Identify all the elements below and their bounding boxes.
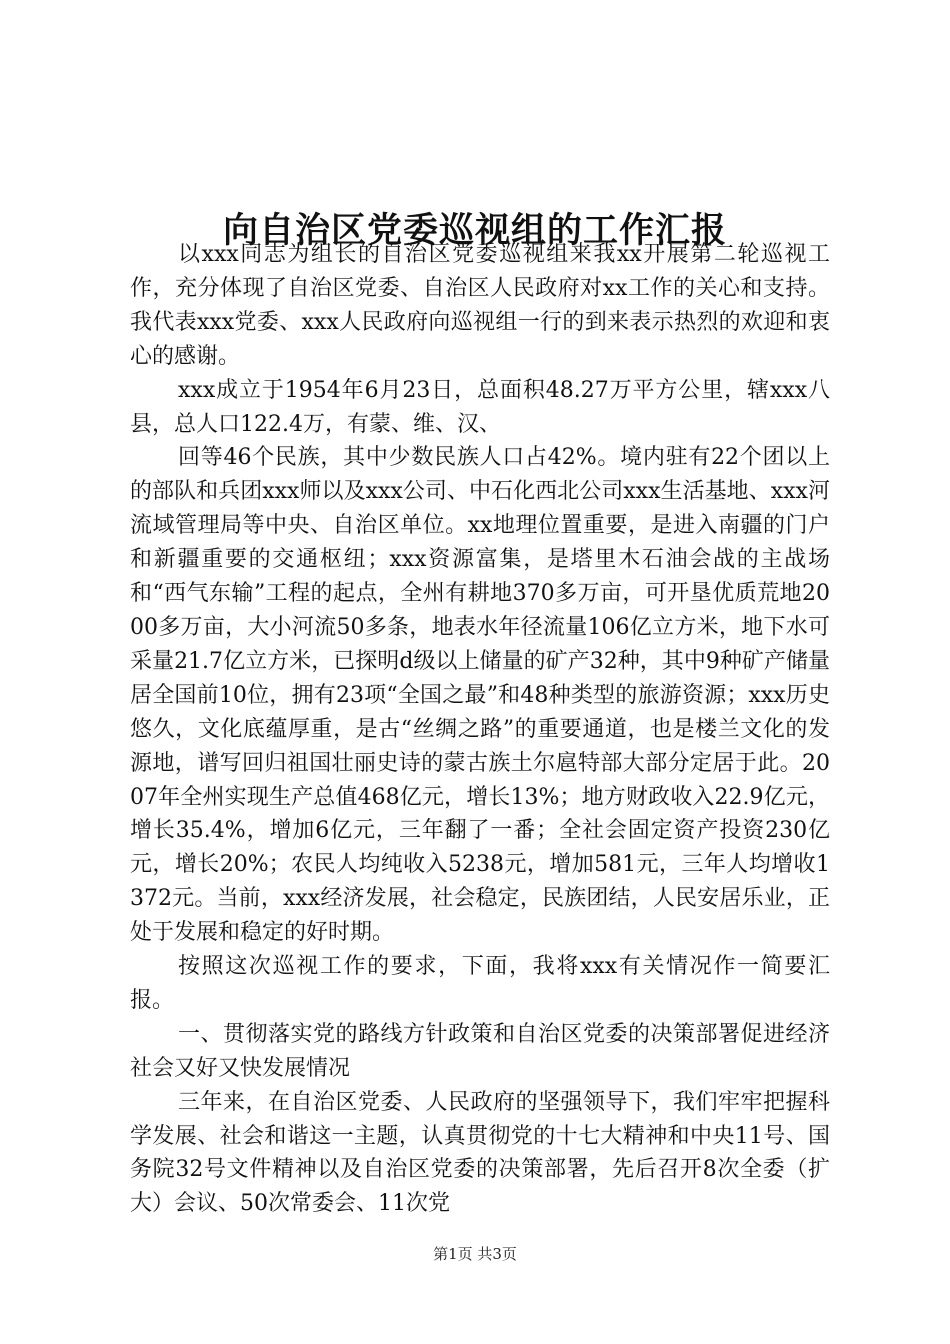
paragraph-section-1: 三年来，在自治区党委、人民政府的坚强领导下，我们牢牢把握科学发展、社会和谐这一主题，认真贯彻党的十七大精神和中央11号、国务院32号文件精神以及自治区党委的决策部署，先后召开8次全委（扩大）会议、50次常委会、11次党 [130, 1089, 830, 1217]
paragraph-details: 回等46个民族，其中少数民族人口占42%。境内驻有22个团以上的部队和兵团xxx师以及xxx公司、中石化西北公司xxx生活基地、xxx河流域管理局等中央、自治区单位。xx地理位置重要，是进入南疆的门户和新疆重要的交通枢纽；xxx资源富集，是塔里木石油会战的主战场和“西气东输”工程的起点，全州有耕地370多万亩，可开垦优质荒地2000多万亩，大小河流50多条，地表水年径流量106亿立方米，地下水可采量21.7亿立方米，已探明d级以上储量的矿产32种，其中9种矿产储量居全国前10位，拥有23项“全国之最”和48种类型的旅游资源；xxx历史悠久，文化底蕴厚重，是古“丝绸之路”的重要通道，也是楼兰文化的发源地，谱写回归祖国壮丽史诗的蒙古族土尔扈特部大部分定居于此。2007年全州实现生产总值468亿元，增长13%；地方财政收入22.9亿元，增长35.4%，增加6亿元，三年翻了一番；全社会固定资产投资230亿元，增长20%；农民人均纯收入5238元，增加581元，三年人均增收1372元。当前，xxx经济发展，社会稳定，民族团结，人民安居乐业，正处于发展和稳定的好时期。 [130, 445, 830, 946]
document-body [130, 238, 830, 1221]
paragraph-overview: xxx成立于1954年6月23日，总面积48.27万平方公里，辖xxx八县，总人口122.4万，有蒙、维、汉、 [130, 377, 830, 437]
page-number-footer: 第1页 共3页 [433, 1245, 517, 1263]
paragraph-intro: 以xxx同志为组长的自治区党委巡视组来我xx开展第二轮巡视工作，充分体现了自治区党委、自治区人民政府对xx工作的关心和支持。我代表xxx党委、xxx人民政府向巡视组一行的到来表示热烈的欢迎和衷心的感谢。 [130, 242, 830, 369]
paragraph-report-intro: 按照这次巡视工作的要求，下面，我将xxx有关情况作一简要汇报。 [130, 954, 830, 1013]
document-title: 向自治区党委巡视组的工作汇报 [222, 210, 727, 252]
section-heading-1: 一、贯彻落实党的路线方针政策和自治区党委的决策部署促进经济社会又好又快发展情况 [130, 1021, 830, 1081]
